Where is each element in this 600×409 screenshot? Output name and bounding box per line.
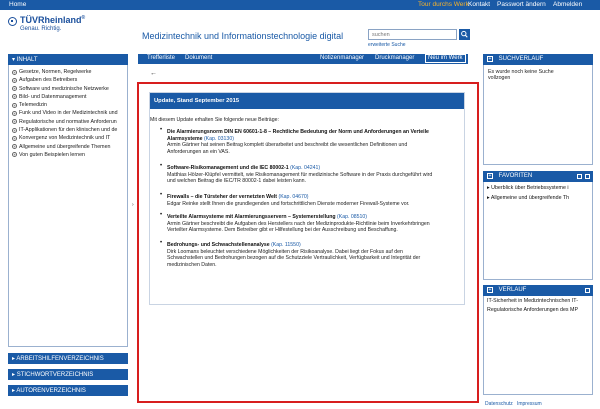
kap-link[interactable]: (Kap. 04241)	[290, 165, 321, 171]
footer-links	[485, 401, 542, 407]
advanced-search-link[interactable]: erweiterte Suche	[368, 42, 406, 48]
update-heading: Update, Stand September 2015	[150, 93, 464, 109]
stichwort-panel[interactable]: ▸ STICHWORTVERZEICHNIS	[8, 369, 128, 380]
collapse-icon: ▾	[12, 57, 16, 63]
impressum-link[interactable]: Impressum	[516, 401, 542, 407]
entry-1: Die Alarmierungsnorm DIN EN 60601-1-8 – Rechtliche Bedeutung der Norm und Anforderungen an Verteile Alarmsysteme (Kap. 03130) Armin Gärtner hat seinen Beitrag komplett überarbeitet und beschreibt die wesentlichen Definitionen und Anforderungen an ein VAS.	[167, 129, 429, 155]
expand-icon: +	[13, 144, 16, 150]
tree-item[interactable]: + Gesetze, Normen, Regelwerke	[13, 69, 92, 75]
kap-link[interactable]: (Kap. 04670)	[278, 194, 309, 200]
tour-link[interactable]: Tour durchs Werk	[418, 1, 469, 8]
search-button[interactable]	[459, 29, 470, 40]
inhalt-header[interactable]: ▾ INHALT	[8, 54, 128, 65]
brand-tagline: Genau. Richtig.	[20, 26, 62, 32]
tab-dokument[interactable]: Dokument	[185, 55, 213, 61]
verlauf-item[interactable]: IT-Sicherheit in Medizintechnischen IT-	[487, 298, 578, 304]
tab-bar	[138, 54, 468, 64]
expand-icon: ▸	[12, 372, 16, 378]
expand-icon: ▸	[12, 356, 16, 362]
bullet-icon: •	[160, 163, 163, 169]
expand-icon: +	[13, 110, 16, 116]
tab-notizenmanager[interactable]: Notizenmanager	[320, 55, 365, 61]
expand-icon: +	[13, 69, 16, 75]
favoriten-panel	[483, 182, 593, 280]
top-nav-bar	[0, 0, 600, 10]
verlauf-header[interactable]: + VERLAUF	[483, 285, 593, 296]
bullet-icon: •	[160, 127, 163, 133]
expand-icon: +	[13, 77, 16, 83]
expand-icon: +	[13, 135, 16, 141]
expand-icon: +	[488, 173, 492, 179]
page-title: Medizintechnik und Informationstechnologie digital	[142, 31, 344, 41]
kap-link[interactable]: (Kap. 08510)	[337, 214, 368, 220]
kontakt-link[interactable]: Kontakt	[468, 1, 491, 8]
verlauf-item[interactable]: Regulatorische Anforderungen des MP	[487, 307, 578, 313]
search-icon	[459, 29, 470, 40]
tree-item[interactable]: + Regulatorische und normative Anforderun	[13, 118, 117, 125]
tree-item[interactable]: + Telemedizin	[13, 102, 47, 109]
expand-icon: +	[13, 152, 16, 158]
favoriten-header[interactable]: + FAVORITEN	[483, 171, 593, 182]
entry-3: Firewalls – die Türsteher der vernetzten Welt (Kap. 04670) Edgar Reinke stellt Ihnen die grundlegenden und fortschrittlichen Dienste moderner Firewall-Systeme vor.	[167, 194, 410, 207]
bullet-icon: •	[160, 240, 163, 246]
home-link[interactable]: Home	[9, 1, 27, 8]
expand-icon: +	[13, 86, 16, 92]
bullet-icon: •	[160, 212, 163, 218]
expand-icon: +	[488, 287, 492, 293]
suchverlauf-panel: Es wurde noch keine Suche vollzogen	[483, 65, 593, 165]
arbeitshilfen-panel[interactable]: ▸ ARBEITSHILFENVERZEICHNIS	[8, 353, 128, 364]
scroll-up-icon[interactable]	[577, 174, 582, 179]
close-icon[interactable]	[585, 288, 590, 293]
tree-item[interactable]: + Bild- und Datenmanagement	[13, 93, 87, 100]
search-input[interactable]	[368, 29, 457, 40]
passwort-link[interactable]: Passwort ändern	[497, 1, 546, 8]
tree-item[interactable]: + Allgemeine und übergreifende Themen	[13, 143, 111, 150]
tab-trefferliste[interactable]: Trefferliste	[147, 55, 176, 61]
expand-icon: ▸	[12, 388, 16, 394]
close-icon[interactable]	[585, 174, 590, 179]
collapse-sidebar-icon[interactable]: ›	[132, 202, 134, 208]
expand-icon: +	[13, 102, 16, 108]
tab-neu-im-werk[interactable]: Neu im Werk	[425, 54, 466, 63]
bullet-icon: •	[160, 192, 163, 198]
abmelden-link[interactable]: Abmelden	[553, 1, 583, 8]
entry-4: Verteilte Alarmsysteme mit Alarmierungsservern – Systemerstellung (Kap. 08510) Armin Gärtner beschreibt die Aufgaben des Herstellers nach der Medizinprodukte-Richtlinie beim Inverkehrbringen Verteilter Alarmsysteme. Dem Betreiber gibt er Hilfestellung bei der Ausschreibung und Beschaffung.	[167, 214, 430, 233]
expand-icon: +	[488, 56, 492, 62]
datenschutz-link[interactable]: Datenschutz	[485, 401, 513, 407]
arrow-icon: ▸	[487, 185, 492, 191]
suchverlauf-header[interactable]: + SUCHVERLAUF	[483, 54, 593, 65]
autoren-panel[interactable]: ▸ AUTORENVERZEICHNIS	[8, 385, 128, 396]
expand-icon: +	[13, 94, 16, 100]
tuv-logo-icon	[8, 17, 17, 26]
tree-item[interactable]: + Aufgaben des Betreibers	[13, 77, 78, 84]
tab-druckmanager[interactable]: Druckmanager	[375, 55, 415, 61]
back-arrow-icon[interactable]: ←	[150, 70, 157, 77]
tree-item[interactable]: + Von guten Beispielen lernen	[13, 151, 85, 158]
entry-2: Software-Risikomanagement und die IEC 80002-1 (Kap. 04241) Matthias Hölzer-Klüpfel vermittelt, wie Risikomanagement für medizinische Software in der Praxis durchgeführt wird und welchen Beitrag die IEC/TR 80002-1 dabei leisten kann.	[167, 165, 433, 184]
tree-item[interactable]: + Software und medizinische Netzwerke	[13, 85, 109, 92]
brand-name: TÜVRheinland®	[20, 15, 86, 25]
tree-item[interactable]: + IT-Applikationen für den klinischen und de	[13, 127, 118, 134]
arrow-icon: ▸	[487, 195, 491, 201]
kap-link[interactable]: (Kap. 03130)	[203, 135, 234, 142]
kap-link[interactable]: (Kap. 11550)	[271, 242, 301, 248]
favorit-item[interactable]: ▸ Allgemeine und übergreifende Th	[487, 195, 570, 201]
entry-5: Bedrohungs- und Schwachstellenanalyse (Kap. 11550) Dirk Loomans beleuchtet verschiedene Möglichkeiten der Risikoanalyse. Dabei liegt der Fokus auf den Schwachstellen und Bedrohungen bezogen auf die Schutzziele Vertraulichkeit, Verfügbarkeit und Integrität der medizinischen Daten.	[167, 242, 421, 268]
tree-item[interactable]: + Funk und Video in der Medizintechnik und	[13, 110, 118, 117]
expand-icon: +	[13, 119, 16, 125]
inhalt-tree	[8, 65, 128, 347]
expand-icon: +	[13, 127, 16, 133]
favorit-item[interactable]: ▸ Überblick über Betriebssysteme i	[487, 185, 569, 191]
intro-text: Mit diesem Update erhalten Sie folgende neue Beiträge:	[150, 117, 279, 123]
tree-item[interactable]: + Konvergenz von Medizintechnik und IT	[13, 135, 111, 142]
verlauf-panel	[483, 296, 593, 395]
